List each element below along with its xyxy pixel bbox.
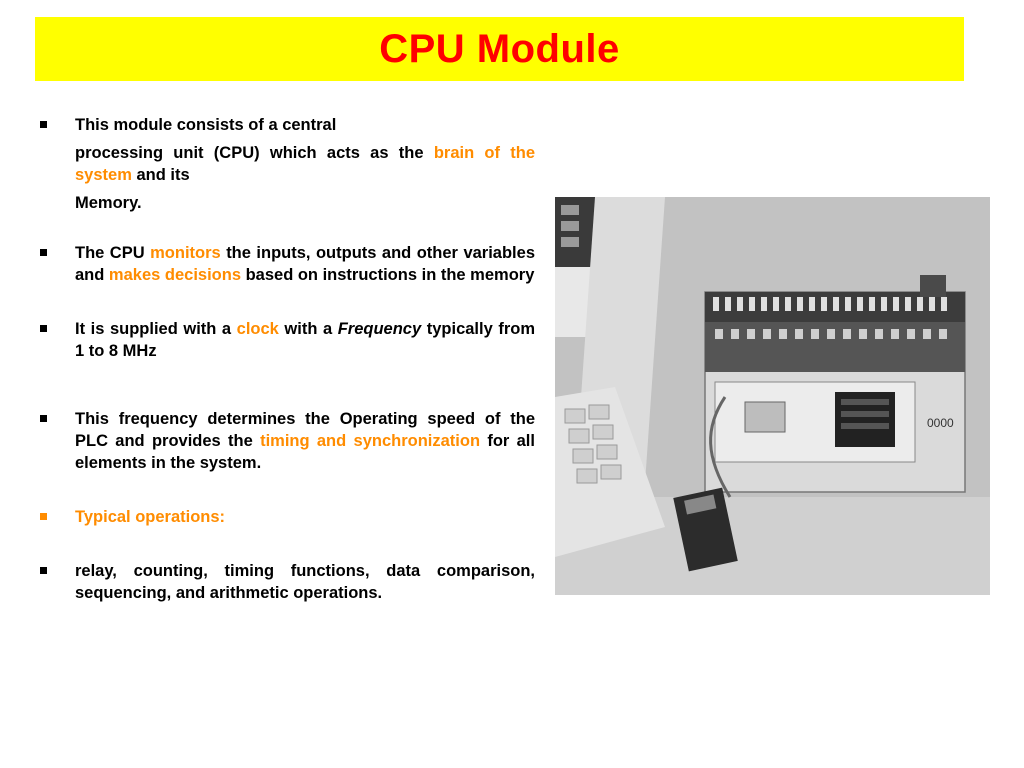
title-bar <box>35 17 964 81</box>
bullet-text: relay, counting, timing functions, data comparison, sequencing, and arithmetic operations. <box>75 562 535 602</box>
bullet-list <box>35 114 535 604</box>
highlight-text: makes decisions <box>108 266 241 284</box>
square-bullet-icon <box>40 121 47 128</box>
highlight-text: timing and synchronization <box>260 432 481 450</box>
bullet-text-part: typically from 1 to 8 MHz <box>75 320 535 360</box>
bullet-item-operations-list <box>35 560 535 604</box>
bullet-text-part: for all elements in the system. <box>75 432 535 472</box>
bullet-item-clock <box>35 318 535 362</box>
square-bullet-icon <box>40 249 47 256</box>
plc-photo <box>555 197 990 595</box>
bullet-text-part: and its <box>131 166 190 184</box>
bullet-text-part: The CPU <box>75 244 151 262</box>
bullet-item-cpu-monitors <box>35 242 535 286</box>
bullet-item-typical-operations <box>35 506 535 528</box>
bullet-text-part: the inputs, outputs and other variables and <box>75 244 535 284</box>
bullet-item-frequency <box>35 408 535 474</box>
slide-title: CPU Module <box>379 26 620 71</box>
square-bullet-icon <box>40 325 47 332</box>
bullet-item-cpu-definition <box>35 114 535 214</box>
bullet-text-part: It is supplied with a <box>75 320 237 338</box>
plc-illustration <box>555 197 990 595</box>
highlight-text: clock <box>236 320 279 338</box>
bullet-text-part: based on instructions in the memory <box>241 266 535 284</box>
bullet-text: Memory. <box>75 194 142 212</box>
bullet-text <box>75 142 535 186</box>
square-bullet-icon <box>40 415 47 422</box>
square-bullet-icon <box>40 513 47 520</box>
bullet-text-part: with a <box>278 320 338 338</box>
bullet-text-part: processing unit (CPU) which acts as the <box>75 144 434 162</box>
square-bullet-icon <box>40 567 47 574</box>
highlight-text: monitors <box>150 244 221 262</box>
bullet-text-part: This frequency determines the Operating speed of the PLC and provides the <box>75 410 535 450</box>
panel-label: 0000 <box>927 416 954 430</box>
highlight-text: Typical operations: <box>75 508 226 526</box>
bullet-text: This module consists of a central <box>75 116 337 134</box>
italic-text: Frequency <box>337 320 422 338</box>
highlight-text: brain of the system <box>75 144 535 184</box>
